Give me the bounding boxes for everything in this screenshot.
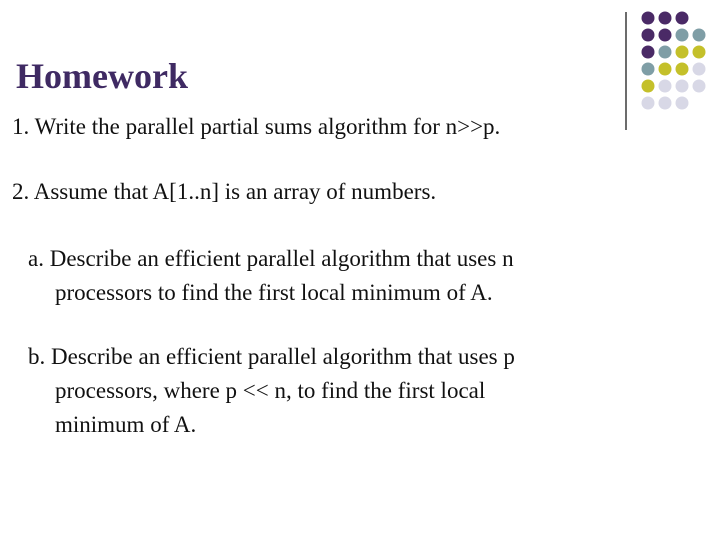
decorative-dot (693, 63, 706, 76)
decorative-dot (693, 80, 706, 93)
subitem-a (28, 242, 514, 310)
decorative-dot (642, 97, 655, 110)
slide-title: Homework (16, 56, 188, 96)
decorative-dot (676, 97, 689, 110)
decorative-dot (676, 12, 689, 25)
dot-grid-svg (640, 10, 720, 120)
subitem-b-continuation-1: processors, where p << n, to find the first local (55, 378, 486, 403)
decorative-dot (659, 80, 672, 93)
decorative-dot (642, 80, 655, 93)
subitem-a-continuation-1: processors to find the first local minimum of A. (55, 280, 493, 305)
decorative-dot (659, 29, 672, 42)
subitem-a-first-line: a. Describe an efficient parallel algorithm that uses n (28, 246, 514, 271)
decorative-dot (676, 29, 689, 42)
decorative-dot (676, 63, 689, 76)
decorative-dot (659, 12, 672, 25)
subitem-b-first-line: b. Describe an efficient parallel algorithm that uses p (28, 344, 515, 369)
decorative-dot-grid (640, 10, 720, 120)
decorative-dot (693, 46, 706, 59)
decorative-dot (642, 29, 655, 42)
decorative-dot (676, 80, 689, 93)
title-divider (625, 12, 627, 130)
decorative-dot (659, 46, 672, 59)
subitem-b-continuation-2: minimum of A. (55, 412, 197, 437)
decorative-dot (642, 12, 655, 25)
subitem-b (28, 340, 515, 442)
decorative-dot (659, 63, 672, 76)
decorative-dot (642, 46, 655, 59)
decorative-dot (693, 29, 706, 42)
decorative-dot (676, 46, 689, 59)
decorative-dot (659, 97, 672, 110)
decorative-dot (642, 63, 655, 76)
homework-item-1: 1. Write the parallel partial sums algorithm for n>>p. (12, 114, 501, 139)
homework-item-2: 2. Assume that A[1..n] is an array of numbers. (12, 179, 437, 204)
